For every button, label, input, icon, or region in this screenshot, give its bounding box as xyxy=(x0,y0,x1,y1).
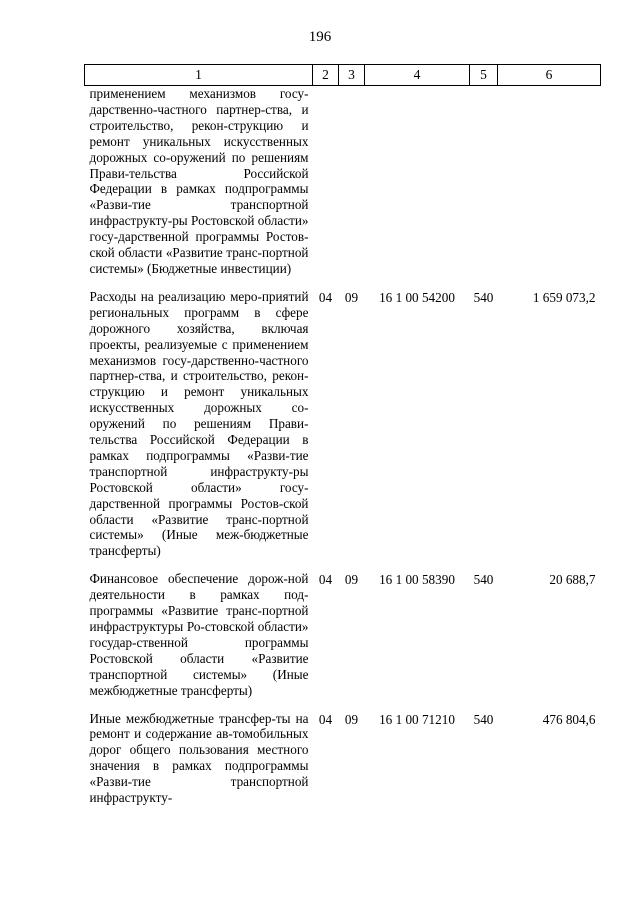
row-subsection: 09 xyxy=(344,711,359,727)
row-section xyxy=(313,86,339,277)
column-header-subsection: 3 xyxy=(339,65,365,86)
column-header-section: 2 xyxy=(313,65,339,86)
row-target-code: 16 1 00 58390 xyxy=(379,572,455,588)
row-description: Финансовое обеспечение дорож-ной деятельности в рамках под-программы «Развитие транс-портной инфраструктуры Ро-стовской области» государ-ственной программы Ростовской области «Развитие транспортной системы» (Иные межбюджетные трансферты) xyxy=(89,571,309,698)
row-amount: 1 659 073,2 xyxy=(532,289,596,305)
row-section: 04 xyxy=(318,572,333,588)
table-header xyxy=(85,65,601,86)
row-section: 04 xyxy=(318,711,333,727)
row-subsection: 09 xyxy=(344,572,359,588)
row-amount: 476 804,6 xyxy=(542,711,596,727)
row-description: Расходы на реализацию меро-приятий региональных программ в сфере дорожного хозяйства, включая проекты, реализуемые с применением механизмов госу-дарственно-частного партнер-ства, и строительство, рекон-струкцию и ремонт уникальных искусственных дорожных со-оружений по решениям Прави-тельства Российской Федерации в рамках подпрограммы «Разви-тие транспортной инфраструкту-ры Ростовской области» госу-дарственной программы Ростов-ской области «Развитие транс-портной системы» (Иные меж-бюджетные трансферты) xyxy=(89,288,309,559)
row-description: применением механизмов госу-дарственно-частного партнер-ства, и строительство, рекон-струкцию и ремонт уникальных искусственных дорожных со-оружений по решениям Прави-тельства Российской Федерации в рамках подпрограммы «Разви-тие транспортной инфраструкту-ры Ростовской области» госу-дарственной программы Ростов-ской области «Развитие транс-портной системы» (Бюджетные инвестиции) xyxy=(89,86,309,276)
row-amount: 20 688,7 xyxy=(549,572,596,588)
row-subsection xyxy=(339,86,365,277)
column-header-name: 1 xyxy=(85,65,313,86)
table-row xyxy=(85,711,601,806)
row-expense-type xyxy=(470,86,498,277)
row-amount xyxy=(498,86,601,277)
budget-table xyxy=(84,64,601,806)
table-row xyxy=(85,571,601,698)
column-header-amount: 6 xyxy=(498,65,601,86)
row-expense-type: 540 xyxy=(473,572,494,588)
row-target-code xyxy=(365,86,470,277)
column-header-target-code: 4 xyxy=(365,65,470,86)
table-row xyxy=(85,289,601,559)
row-target-code: 16 1 00 54200 xyxy=(379,289,455,305)
row-target-code: 16 1 00 71210 xyxy=(379,711,455,727)
column-header-expense-type: 5 xyxy=(470,65,498,86)
row-description: Иные межбюджетные трансфер-ты на ремонт и содержание ав-томобильных дорог общего пользования местного значения в рамках подпрограммы «Разви-тие транспортной инфраструкту- xyxy=(89,710,309,806)
row-expense-type: 540 xyxy=(473,711,494,727)
row-section: 04 xyxy=(318,289,333,305)
table-row xyxy=(85,86,601,277)
row-expense-type: 540 xyxy=(473,289,494,305)
page-number: 196 xyxy=(308,29,332,45)
row-subsection: 09 xyxy=(344,289,359,305)
